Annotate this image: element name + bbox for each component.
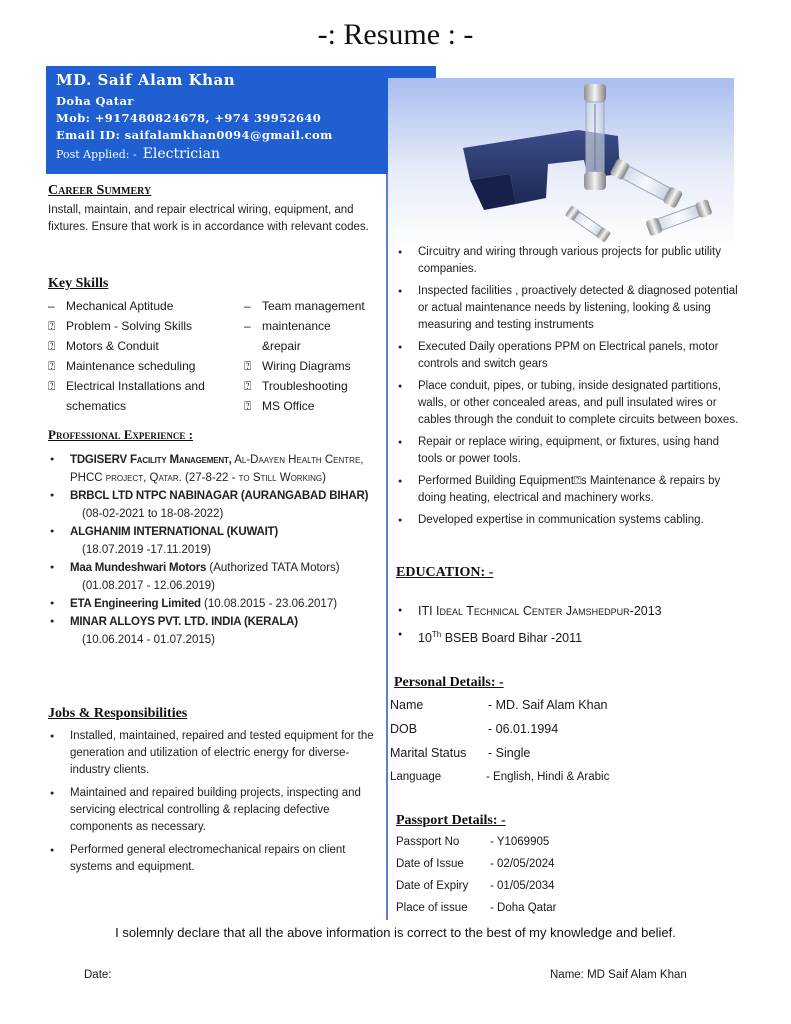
skill-item: Motors & Conduit	[66, 339, 159, 353]
jobs-item: ● Installed, maintained, repaired and tested equipment for the generation and utilization of electric energy for diverse-industry clients.	[48, 728, 383, 779]
passport-label: Passport No	[396, 836, 460, 848]
skill-bullet: ⍰	[48, 319, 56, 333]
skill-item: Wiring Diagrams	[262, 359, 351, 373]
contact-header	[46, 66, 436, 174]
skill-row	[48, 376, 383, 396]
experience-detail: Al-Daayen Health Centre, PHCC project, Qatar. (27-8-22 - to Still Working)	[70, 454, 364, 484]
experience-item	[48, 523, 383, 559]
passport-value: - 01/05/2034	[490, 880, 555, 892]
header-photo	[388, 78, 734, 248]
career-summary-heading: Career Summery	[48, 183, 152, 198]
experience-item	[48, 451, 383, 487]
experience-dates: (08-02-2021 to 18-08-2022)	[82, 508, 224, 520]
column-divider	[386, 174, 388, 920]
signature-name: Name: MD Saif Alam Khan	[550, 969, 687, 981]
passport-row	[396, 897, 736, 919]
passport-label: Place of issue	[396, 902, 468, 914]
fuse-photo-illustration	[388, 78, 734, 248]
responsibility-item: ● Performed Building Equipment⍰s Maintenance & repairs by doing heating, electrical and machinery works.	[396, 473, 741, 507]
personal-details-section	[390, 675, 740, 789]
skill-row	[48, 316, 383, 336]
post-applied-value: Electrician	[142, 146, 220, 162]
education-item	[396, 623, 741, 650]
skill-bullet: ⍰	[48, 339, 56, 353]
post-applied	[56, 144, 436, 165]
document-title: -: Resume : -	[317, 18, 474, 51]
location: Doha Qatar	[56, 94, 134, 108]
skill-item: schematics	[66, 399, 127, 413]
skill-item: Problem - Solving Skills	[66, 319, 193, 333]
responsibility-item: ● Place conduit, pipes, or tubing, inside designated partitions, walls, or other concealed areas, and pull insulated wires or cables through the conduit to complete circuits between boxes.	[396, 378, 741, 429]
skill-bullet: –	[244, 299, 251, 313]
email: Email ID: saifalamkhan0094@gmail.com	[56, 128, 333, 142]
education-board: BSEB Board Bihar -2011	[441, 631, 583, 646]
date-label: Date:	[84, 969, 112, 981]
skill-item: &repair	[262, 339, 301, 353]
responsibility-item: ● Developed expertise in communication systems cabling.	[396, 512, 741, 529]
skill-item: MS Office	[262, 399, 315, 413]
passport-details-heading: Passport Details: -	[396, 813, 506, 828]
skill-row	[48, 396, 383, 416]
education-grade-suffix: Th	[431, 630, 442, 639]
responsibility-item: ● Circuitry and wiring through various projects for public utility companies.	[396, 244, 741, 278]
candidate-name: MD. Saif Alam Khan	[56, 71, 236, 89]
experience-item	[48, 559, 383, 595]
experience-detail: (Authorized TATA Motors)	[206, 562, 340, 574]
experience-item	[48, 613, 383, 649]
experience-company: ETA Engineering Limited	[70, 598, 201, 610]
personal-details-heading: Personal Details: -	[394, 675, 504, 690]
career-summary-section	[48, 183, 378, 236]
responsibility-item: ● Inspected facilities , proactively detected & diagnosed potential or actual maintenance needs by listening, looking & using measuring and testing instruments	[396, 283, 741, 334]
experience-section	[48, 427, 383, 649]
personal-label: Language	[390, 771, 442, 783]
personal-row	[390, 741, 740, 765]
responsibilities-list	[396, 244, 741, 529]
passport-value: - 02/05/2024	[490, 858, 555, 870]
jobs-item: ● Maintained and repaired building projects, inspecting and servicing electrical controlling & replacing defective components as necessary.	[48, 785, 383, 836]
education-heading: EDUCATION: -	[396, 565, 494, 580]
personal-label: Marital Status	[390, 746, 467, 760]
skill-row	[48, 296, 383, 316]
experience-detail: (10.08.2015 - 23.06.2017)	[200, 598, 338, 610]
personal-value: - 06.01.1994	[488, 722, 559, 736]
post-applied-label: Post Applied: -	[56, 148, 137, 161]
experience-company: TDGISERV Facility Management,	[70, 454, 232, 466]
experience-company: ALGHANIM INTERNATIONAL (KUWAIT)	[70, 526, 279, 538]
experience-item	[48, 595, 383, 613]
skill-bullet: ⍰	[244, 359, 252, 373]
personal-label: Name	[390, 698, 424, 712]
experience-list	[48, 451, 383, 649]
skill-row	[48, 336, 383, 356]
declaration-text: I solemnly declare that all the above information is correct to the best of my knowledge and belief.	[115, 925, 676, 940]
experience-company: MINAR ALLOYS PVT. LTD. INDIA (KERALA)	[70, 616, 298, 628]
experience-dates: (10.06.2014 - 01.07.2015)	[82, 634, 215, 646]
personal-row	[390, 717, 740, 741]
key-skills-heading: Key Skills	[48, 276, 109, 291]
experience-company: Maa Mundeshwari Motors	[70, 562, 207, 574]
experience-dates: (01.08.2017 - 12.06.2019)	[82, 580, 215, 592]
experience-item	[48, 487, 383, 523]
experience-company: BRBCL LTD NTPC NABINAGAR (AURANGABAD BIHAR)	[70, 490, 369, 502]
passport-row	[396, 831, 736, 853]
skill-bullet: ⍰	[244, 399, 252, 413]
skill-item: Mechanical Aptitude	[66, 299, 174, 313]
passport-row	[396, 853, 736, 875]
career-summary-text: Install, maintain, and repair electrical wiring, equipment, and fixtures. Ensure that work is in accordance with relevant codes.	[48, 204, 369, 233]
skill-row	[48, 356, 383, 376]
skill-item: maintenance	[262, 319, 331, 333]
skill-bullet: ⍰	[48, 359, 56, 373]
passport-row	[396, 875, 736, 897]
jobs-item: ● Performed general electromechanical repairs on client systems and equipment.	[48, 842, 383, 876]
personal-row	[390, 765, 740, 789]
jobs-list	[48, 728, 383, 876]
responsibility-item: ● Executed Daily operations PPM on Electrical panels, motor controls and switch gears	[396, 339, 741, 373]
skill-bullet: –	[48, 299, 55, 313]
education-list	[396, 599, 741, 650]
passport-value: - Doha Qatar	[490, 902, 557, 914]
jobs-heading: Jobs & Responsibilities	[48, 706, 188, 721]
responsibilities-continued	[396, 244, 741, 529]
skill-item: Troubleshooting	[262, 379, 348, 393]
key-skills-section	[48, 276, 383, 416]
personal-value: - English, Hindi & Arabic	[486, 771, 610, 783]
education-item: ● ITI Ideal Technical Center Jamshedpur-2013	[396, 599, 741, 623]
passport-details-section	[396, 813, 736, 919]
skill-item: Team management	[262, 299, 365, 313]
education-section	[396, 565, 741, 650]
passport-label: Date of Issue	[396, 858, 464, 870]
experience-heading: Professional Experience :	[48, 427, 193, 442]
responsibility-item: ● Repair or replace wiring, equipment, or fixtures, using hand tools or power tools.	[396, 434, 741, 468]
skill-bullet: ⍰	[244, 379, 252, 393]
education-grade: 10	[418, 631, 432, 646]
personal-value: - MD. Saif Alam Khan	[488, 698, 608, 712]
skill-bullet: ⍰	[48, 379, 56, 393]
skill-item: Electrical Installations and	[66, 379, 205, 393]
personal-value: - Single	[488, 746, 531, 760]
jobs-section	[48, 706, 383, 876]
passport-value: - Y1069905	[490, 836, 550, 848]
personal-row	[390, 693, 740, 717]
skill-item: Maintenance scheduling	[66, 359, 196, 373]
experience-dates: (18.07.2019 -17.11.2019)	[82, 544, 211, 556]
passport-label: Date of Expiry	[396, 880, 469, 892]
mobile-numbers: Mob: +917480824678, +974 39952640	[56, 111, 322, 125]
personal-label: DOB	[390, 722, 418, 736]
skill-bullet: –	[244, 319, 251, 333]
